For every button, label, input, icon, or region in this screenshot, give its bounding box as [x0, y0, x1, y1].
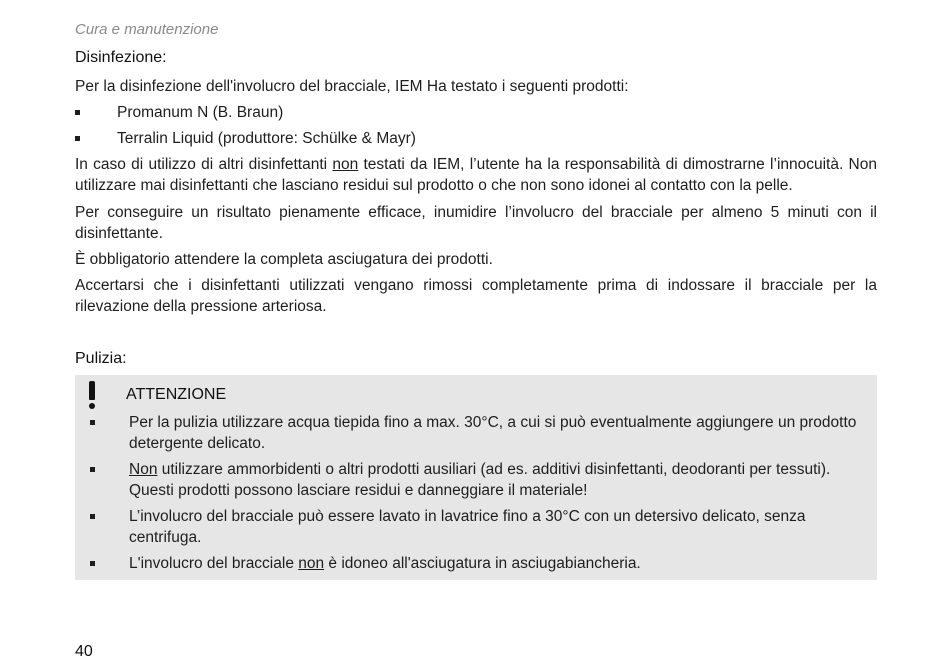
- bullet-icon: [90, 561, 95, 566]
- bullet-icon: [75, 110, 80, 115]
- disinfection-heading: Disinfezione:: [75, 49, 167, 66]
- text-span: L'involucro del bracciale: [129, 555, 299, 572]
- text-span: In caso di utilizzo di altri disinfettanti: [75, 156, 333, 173]
- disinfection-intro: Per la disinfezione dell'involucro del bracciale, IEM Ha testato i seguenti prodotti:: [75, 78, 629, 95]
- page-number: 40: [75, 643, 93, 660]
- warning-text: L’involucro del bracciale può essere lavato in lavatrice fino a 30°C con un detersivo delicato, senza centrifuga.: [129, 508, 806, 546]
- cleaning-heading: Pulizia:: [75, 350, 127, 367]
- section-header: Cura e manutenzione: [75, 21, 219, 38]
- warning-title: ATTENZIONE: [126, 386, 227, 403]
- underlined-word: Non: [129, 461, 158, 478]
- paragraph-drying: È obbligatorio attendere la completa asciugatura dei prodotti.: [75, 251, 493, 268]
- warning-box: [75, 375, 877, 580]
- bullet-icon: [90, 514, 95, 519]
- underlined-word: non: [332, 156, 359, 173]
- paragraph-efficacy: Per conseguire un risultato pienamente efficace, inumidire l’involucro del bracciale per almeno 5 minuti con il disinfettante.: [75, 204, 877, 242]
- warning-text: [129, 553, 869, 574]
- paragraph-removal: Accertarsi che i disinfettanti utilizzati vengano rimossi completamente prima di indossare il bracciale per la rilevazione della pressione arteriosa.: [75, 277, 877, 315]
- underlined-word: non: [298, 555, 325, 572]
- bullet-icon: [90, 420, 95, 425]
- text-span: utilizzare ammorbidenti o altri prodotti ausiliari (ad es. additivi disinfettanti, deodoranti per tessuti). Questi prodotti possono lasciare residui e danneggiare il materiale!: [129, 461, 831, 499]
- bullet-icon: [75, 136, 80, 141]
- product-name: Terralin Liquid (produttore: Schülke & Mayr): [117, 130, 416, 147]
- bullet-icon: [90, 467, 95, 472]
- text-span: è idoneo all'asciugatura in asciugabiancheria.: [324, 555, 641, 572]
- product-name: Promanum N (B. Braun): [117, 104, 284, 121]
- paragraph-other-disinfectants: [75, 154, 877, 196]
- text-span: testati da IEM, l’utente ha la responsabilità di dimostrarne l’innocuità. Non utilizzare mai disinfettanti che lasciano residui sul prodotto o che non sono idonei al contatto con la pelle.: [75, 156, 877, 194]
- warning-text: Per la pulizia utilizzare acqua tiepida fino a max. 30°C, a cui si può eventualmente aggiungere un prodotto detergente delicato.: [129, 414, 857, 452]
- warning-text: [129, 459, 869, 501]
- exclamation-icon: [87, 379, 97, 411]
